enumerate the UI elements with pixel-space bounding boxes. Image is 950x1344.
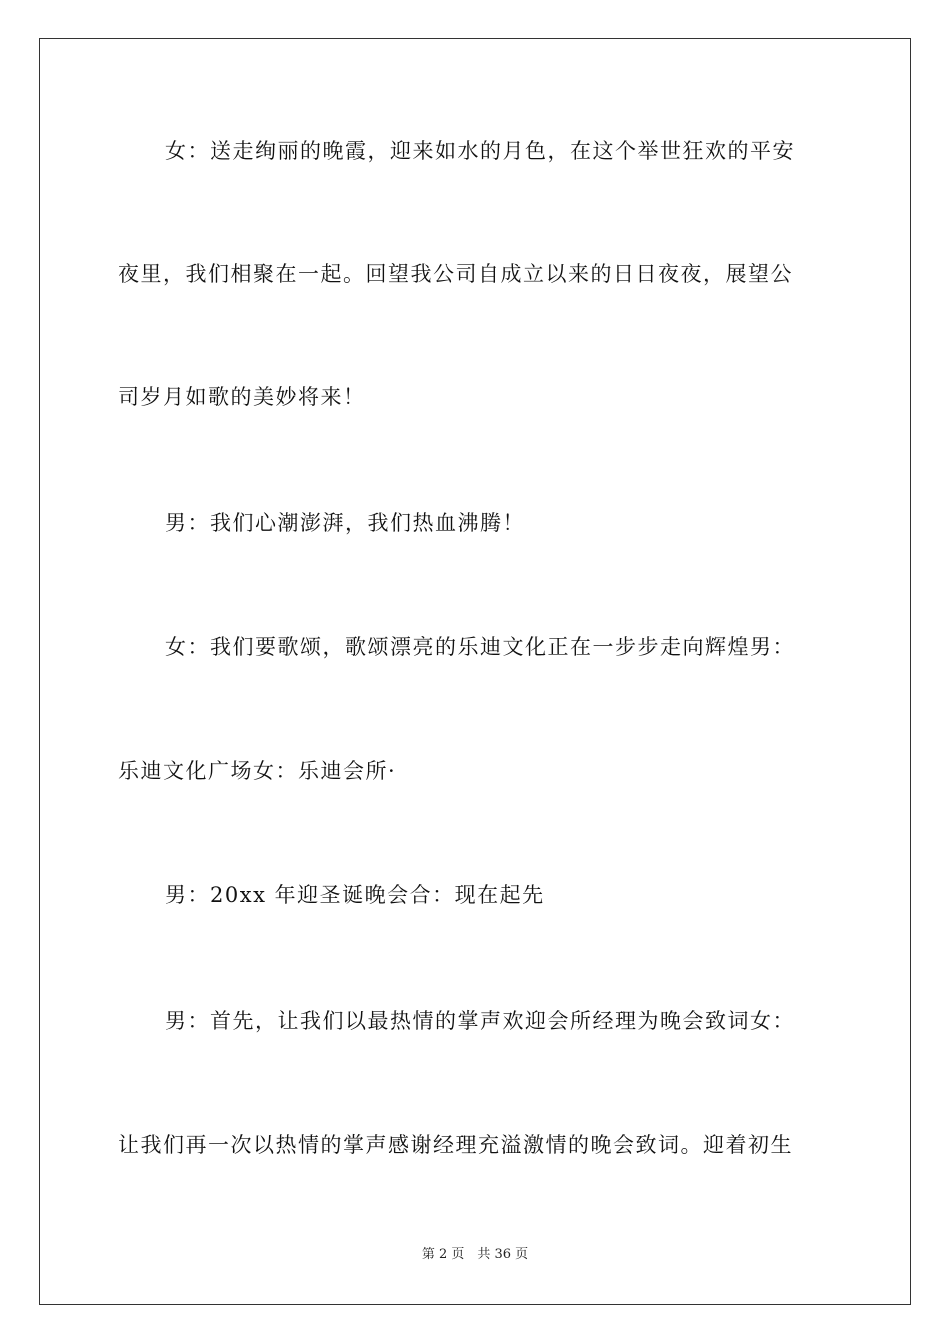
paragraph-line-3: 司岁月如歌的美妙将来！	[118, 385, 366, 409]
paragraph-line-6: 乐迪文化广场女：乐迪会所·	[118, 759, 397, 783]
page-border	[39, 38, 911, 1305]
page-number-footer: 第 2 页 共 36 页	[421, 1247, 529, 1262]
paragraph-line-7: 男：20xx 年迎圣诞晚会合：现在起先	[165, 883, 545, 907]
paragraph-line-2: 夜里，我们相聚在一起。回望我公司自成立以来的日日夜夜，展望公	[118, 262, 793, 286]
paragraph-line-8: 男：首先，让我们以最热情的掌声欢迎会所经理为晚会致词女：	[165, 1009, 795, 1033]
paragraph-line-1: 女：送走绚丽的晚霞，迎来如水的月色，在这个举世狂欢的平安	[165, 139, 795, 163]
paragraph-line-9: 让我们再一次以热情的掌声感谢经理充溢激情的晚会致词。迎着初生	[118, 1133, 793, 1157]
paragraph-line-5: 女：我们要歌颂，歌颂漂亮的乐迪文化正在一步步走向辉煌男：	[165, 635, 795, 659]
paragraph-line-4: 男：我们心潮澎湃，我们热血沸腾！	[165, 511, 525, 535]
